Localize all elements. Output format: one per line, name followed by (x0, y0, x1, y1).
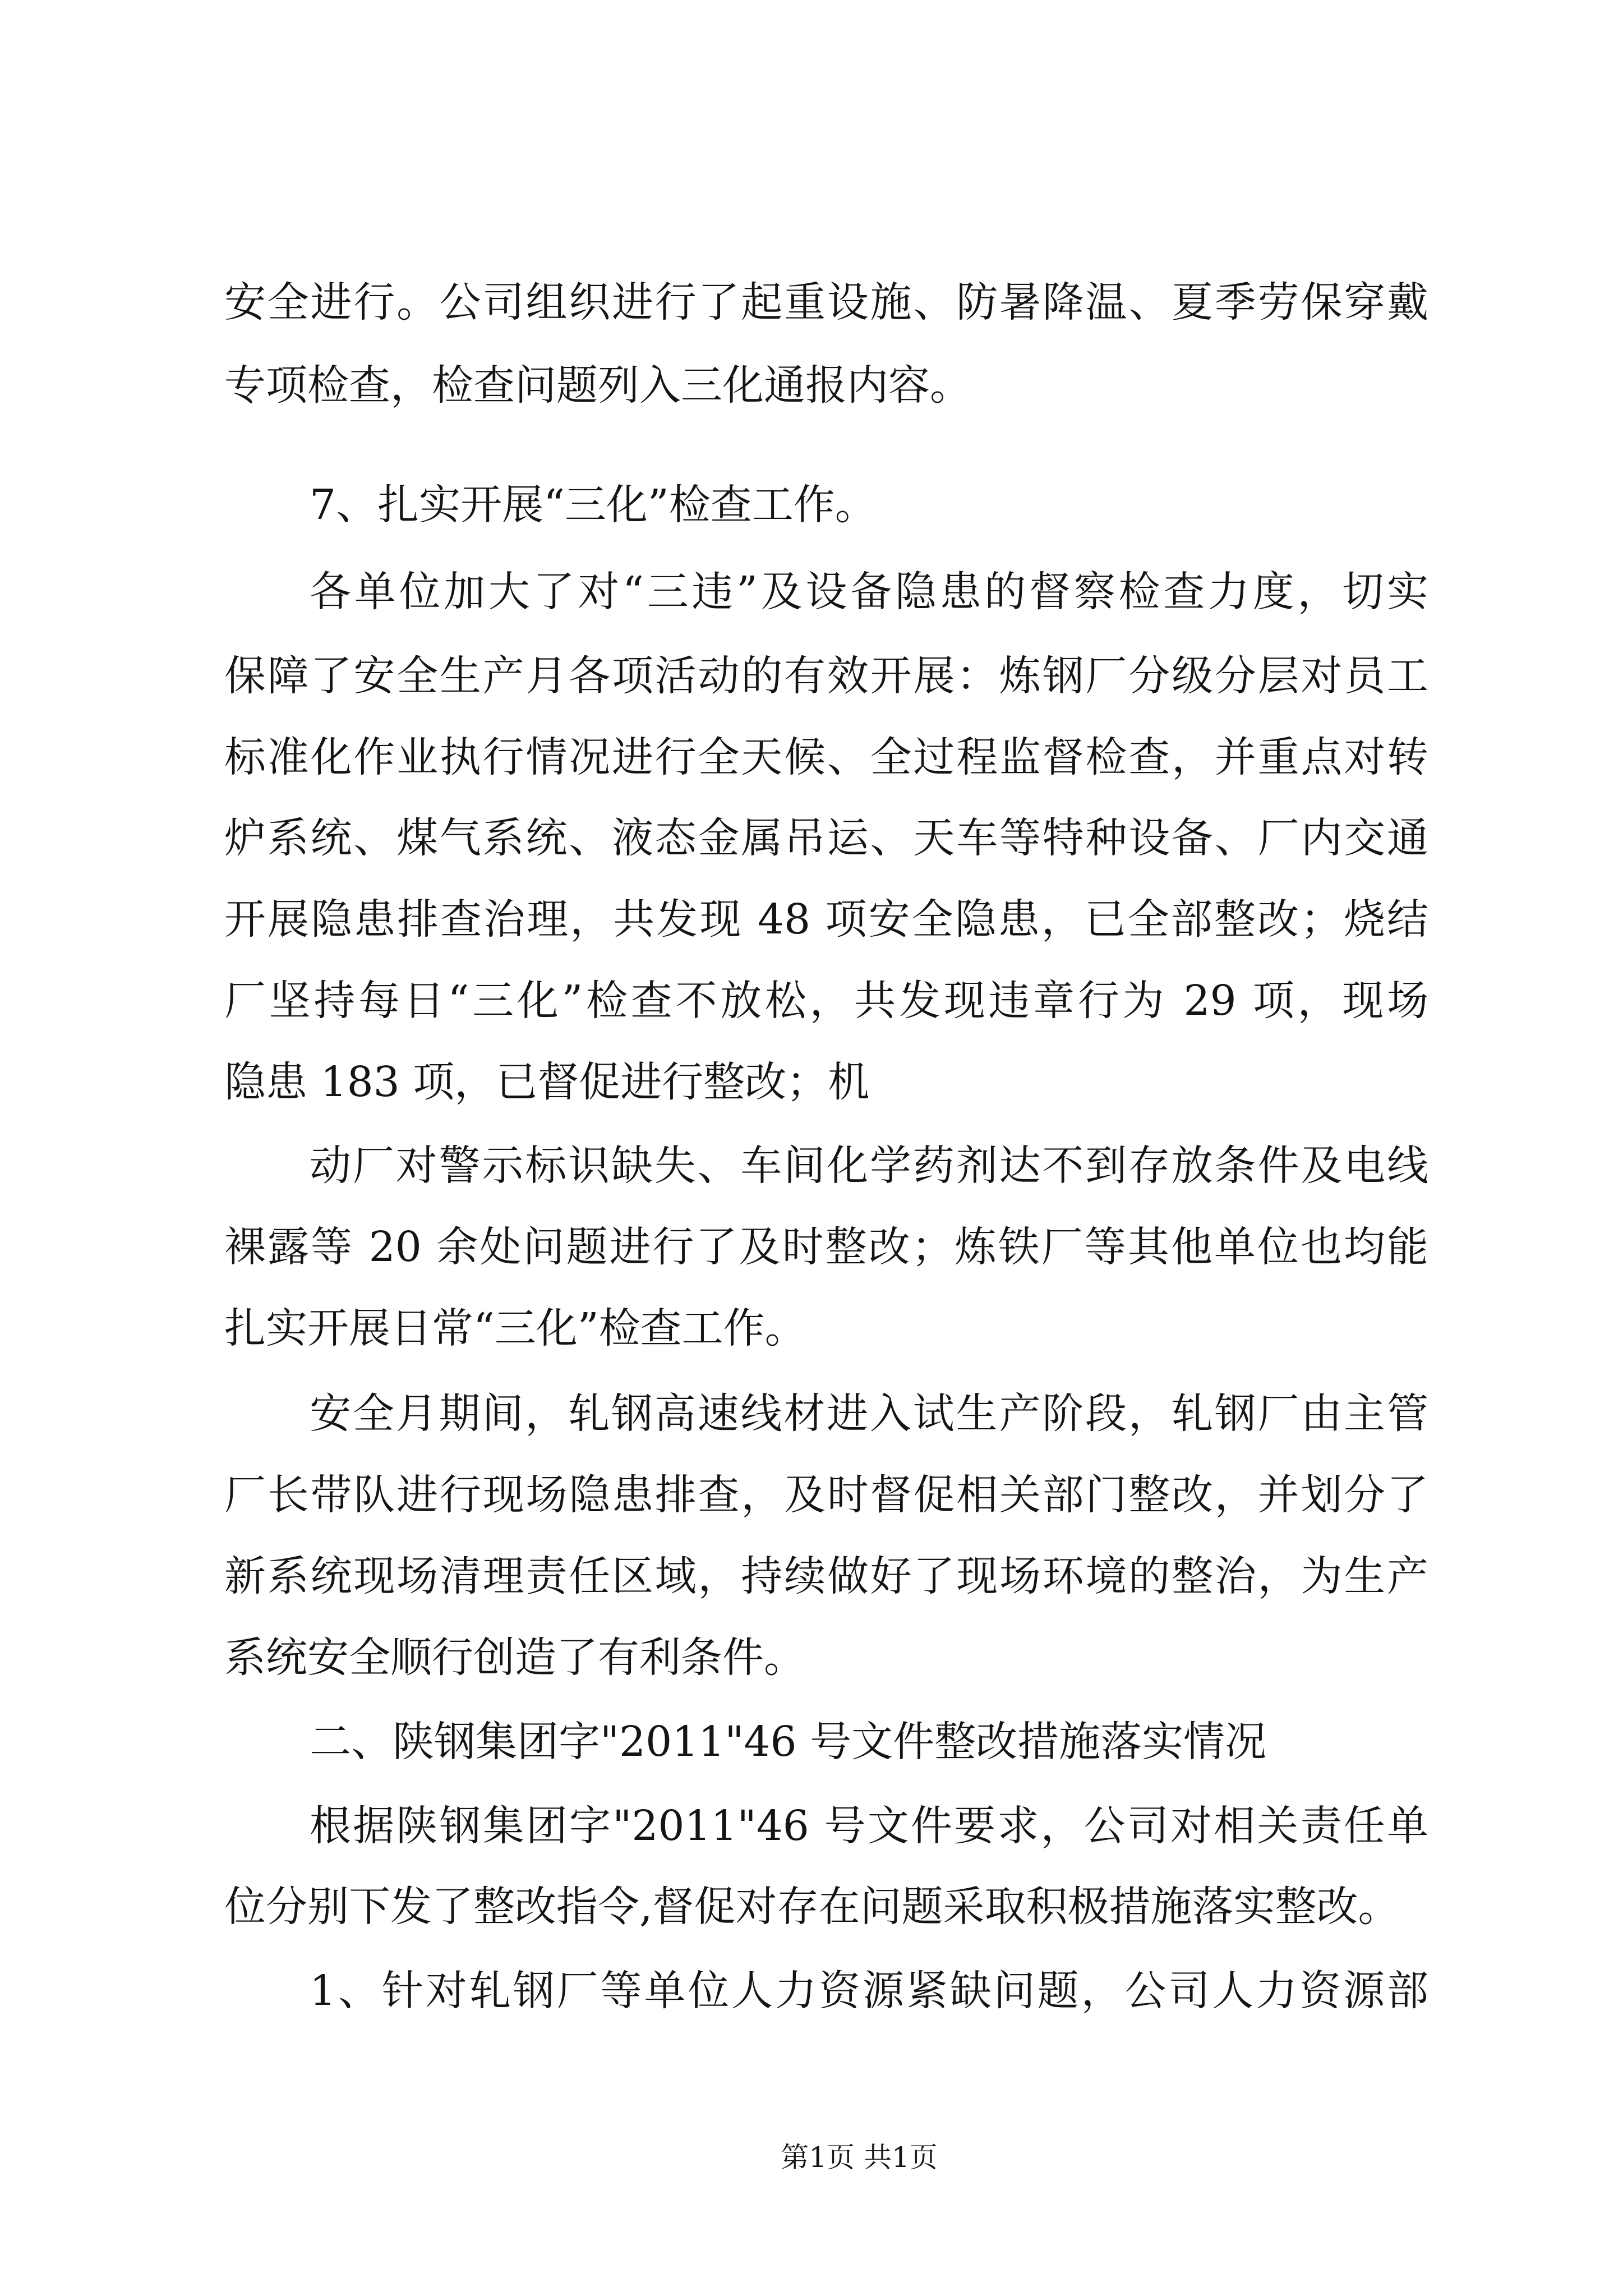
text-line: 动厂对警示标识缺失、车间化学药剂达不到存放条件及电线 (310, 1142, 1428, 1190)
text-line: 根据陕钢集团字"2011"46 号文件要求，公司对相关责任单 (310, 1802, 1428, 1850)
text-line: 1、针对轧钢厂等单位人力资源紧缺问题，公司人力资源部 (310, 1967, 1428, 2015)
text-line: 各单位加大了对“三违”及设备隐患的督察检查力度，切实 (310, 568, 1428, 616)
text-line: 安全进行。公司组织进行了起重设施、防暑降温、夏季劳保穿戴 (224, 278, 1428, 326)
text-line: 标准化作业执行情况进行全天候、全过程监督检查，并重点对转 (224, 733, 1428, 781)
text-line: 保障了安全生产月各项活动的有效开展：炼钢厂分级分层对员工 (224, 652, 1428, 700)
text-line: 安全月期间，轧钢高速线材进入试生产阶段，轧钢厂由主管 (310, 1389, 1428, 1438)
page-number-footer: 第1页 共1页 (781, 2141, 938, 2174)
text-line: 厂长带队进行现场隐患排查，及时督促相关部门整改，并划分了 (224, 1471, 1428, 1519)
text-line: 系统安全顺行创造了有利条件。 (224, 1634, 805, 1682)
text-line: 新系统现场清理责任区域，持续做好了现场环境的整治，为生产 (224, 1552, 1428, 1600)
text-line: 扎实开展日常“三化”检查工作。 (224, 1304, 806, 1352)
heading-text: 二、陕钢集团字"2011"46 号文件整改措施落实情况 (310, 1718, 1267, 1766)
text-line: 开展隐患排查治理，共发现 48 项安全隐患，已全部整改；烧结 (224, 895, 1428, 944)
text-line: 裸露等 20 余处问题进行了及时整改；炼铁厂等其他单位也均能 (224, 1223, 1428, 1271)
text-line: 位分别下发了整改指令,督促对存在问题采取积极措施落实整改。 (224, 1883, 1400, 1931)
text-line: 炉系统、煤气系统、液态金属吊运、天车等特种设备、厂内交通 (224, 814, 1428, 862)
text-line: 专项检查，检查问题列入三化通报内容。 (224, 361, 971, 409)
heading-text: 7、扎实开展“三化”检查工作。 (310, 481, 877, 529)
text-line: 隐患 183 项，已督促进行整改；机 (224, 1058, 870, 1106)
text-line: 厂坚持每日“三化”检查不放松，共发现违章行为 29 项，现场 (224, 977, 1428, 1025)
